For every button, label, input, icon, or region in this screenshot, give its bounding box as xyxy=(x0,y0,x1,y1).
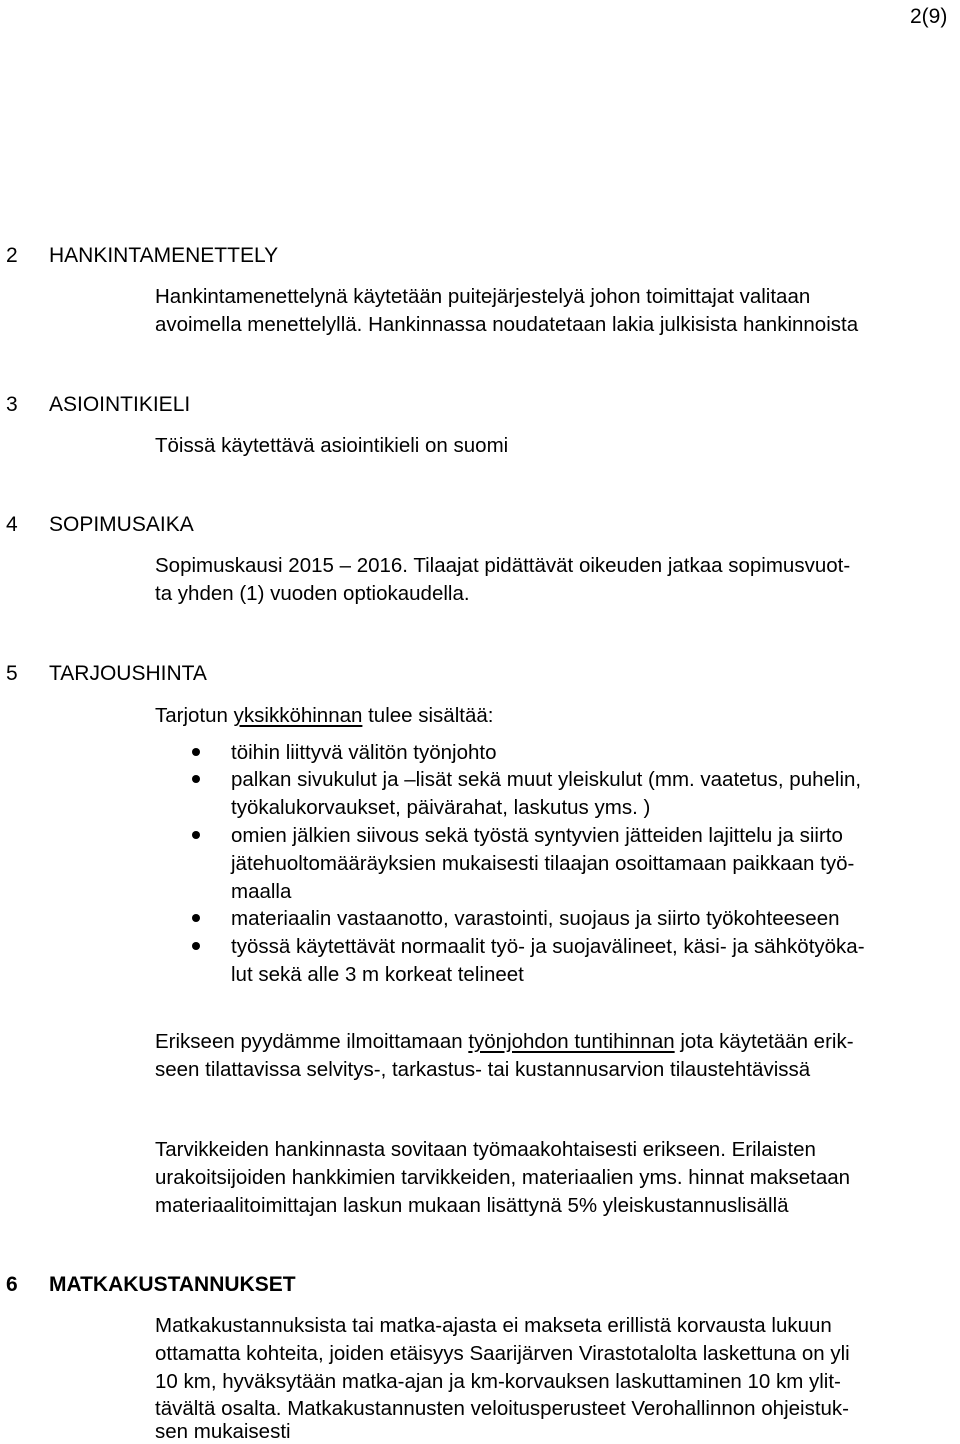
bullet-2-line-2: työkalukorvaukset, päivärahat, laskutus yms. ) xyxy=(231,796,651,819)
bullet-dot-4 xyxy=(192,914,200,922)
bullet-5-line-1: työssä käytettävät normaalit työ- ja suojavälineet, käsi- ja sähkötyöka- xyxy=(231,935,865,958)
bullet-3-line-1: omien jälkien siivous sekä työstä syntyvien jätteiden lajittelu ja siirto xyxy=(231,824,843,847)
section-3-text-line-1: Töissä käytettävä asiointikieli on suomi xyxy=(155,434,509,457)
section-5-para2-line-1 xyxy=(155,1030,854,1054)
section-6-text-line-2: ottamatta kohteita, joiden etäisyys Saarijärven Virastotalolta laskettuna on yli xyxy=(155,1342,850,1365)
section-2-text-line-2: avoimella menettelyllä. Hankinnassa noudatetaan lakia julkisista hankinnoista xyxy=(155,313,859,336)
section-6-text-line-5: sen mukaisesti xyxy=(155,1420,291,1443)
page-number: 2(9) xyxy=(910,5,948,28)
bullet-dot-2 xyxy=(192,775,200,783)
bullet-3-line-3: maalla xyxy=(231,880,292,903)
section-5-title: TARJOUSHINTA xyxy=(49,662,207,685)
section-5-intro-underlined: yksikköhinnan xyxy=(233,704,363,727)
section-6-number: 6 xyxy=(6,1273,18,1296)
section-3-title: ASIOINTIKIELI xyxy=(49,393,191,416)
section-5-para2-underlined: työnjohdon tuntihinnan xyxy=(468,1030,675,1053)
bullet-2-line-1: palkan sivukulut ja –lisät sekä muut yleiskulut (mm. vaatetus, puhelin, xyxy=(231,768,862,791)
section-3-number: 3 xyxy=(6,393,18,416)
section-5-para3-line-3: materiaalitoimittajan laskun mukaan lisättynä 5% yleiskustannuslisällä xyxy=(155,1194,789,1217)
bullet-1-line-1: töihin liittyvä välitön työnjohto xyxy=(231,741,497,764)
section-5-intro-after: tulee sisältää: xyxy=(362,704,494,727)
section-5-para2-after: jota käytetään erik- xyxy=(674,1030,854,1053)
bullet-5-line-2: lut sekä alle 3 m korkeat telineet xyxy=(231,963,524,986)
section-2-number: 2 xyxy=(6,244,18,267)
bullet-dot-3 xyxy=(192,831,200,839)
section-4-number: 4 xyxy=(6,513,18,536)
section-2-text-line-1: Hankintamenettelynä käytetään puitejärjestelyä johon toimittajat valitaan xyxy=(155,285,811,308)
section-5-intro-before: Tarjotun xyxy=(155,704,234,727)
section-5-para2-before: Erikseen pyydämme ilmoittamaan xyxy=(155,1030,469,1053)
bullet-3-line-2: jätehuoltomääräyksien mukaisesti tilaajan osoittamaan paikkaan työ- xyxy=(231,852,855,875)
section-4-text-line-2: ta yhden (1) vuoden optiokaudella. xyxy=(155,582,470,605)
section-4-text-line-1: Sopimuskausi 2015 – 2016. Tilaajat pidättävät oikeuden jatkaa sopimusvuot- xyxy=(155,554,851,577)
bullet-dot-5 xyxy=(192,942,200,950)
section-5-intro xyxy=(155,704,493,728)
section-2-title: HANKINTAMENETTELY xyxy=(49,244,279,267)
bullet-4-line-1: materiaalin vastaanotto, varastointi, suojaus ja siirto työkohteeseen xyxy=(231,907,840,930)
section-4-title: SOPIMUSAIKA xyxy=(49,513,194,536)
bullet-dot-1 xyxy=(192,748,200,756)
section-5-para3-line-2: urakoitsijoiden hankkimien tarvikkeiden, materiaalien yms. hinnat maksetaan xyxy=(155,1166,851,1189)
section-5-number: 5 xyxy=(6,662,18,685)
section-6-text-line-4: tävältä osalta. Matkakustannusten veloitusperusteet Verohallinnon ohjeistuk- xyxy=(155,1397,850,1420)
section-6-text-line-1: Matkakustannuksista tai matka-ajasta ei makseta erillistä korvausta lukuun xyxy=(155,1314,832,1337)
section-6-title: MATKAKUSTANNUKSET xyxy=(49,1273,296,1296)
section-5-para3-line-1: Tarvikkeiden hankinnasta sovitaan työmaakohtaisesti erikseen. Erilaisten xyxy=(155,1138,816,1161)
section-5-para2-line-2: seen tilattavissa selvitys-, tarkastus- tai kustannusarvion tilaustehtävissä xyxy=(155,1058,811,1081)
section-6-text-line-3: 10 km, hyväksytään matka-ajan ja km-korvauksen laskuttaminen 10 km ylit- xyxy=(155,1370,841,1393)
